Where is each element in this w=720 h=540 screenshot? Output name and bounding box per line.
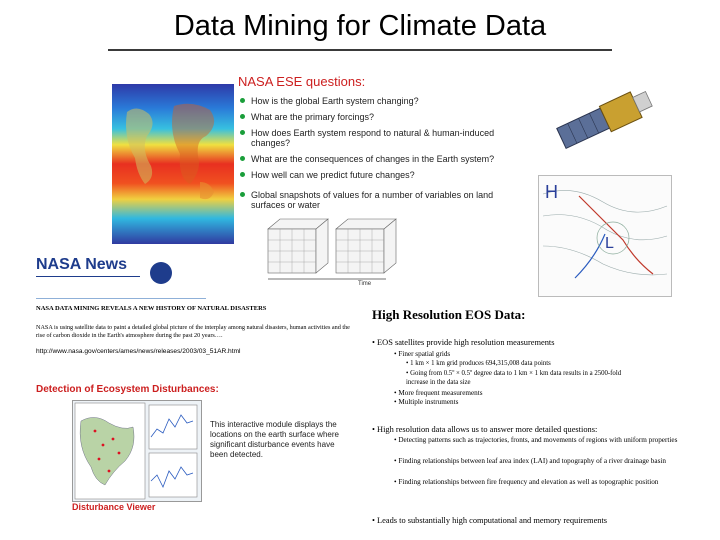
question-item: How does Earth system respond to natural & human-induced changes? bbox=[240, 128, 510, 148]
eos-subbullet: • Finding relationships between leaf area index (LAI) and topography of a river drainage basin bbox=[394, 457, 666, 465]
question-item: What are the primary forcings? bbox=[240, 112, 510, 122]
nasa-news-logo-text: NASA News bbox=[36, 256, 127, 273]
eos-bullet-text: Leads to substantially high computational and memory requirements bbox=[377, 516, 608, 525]
question-item: Global snapshots of values for a number of variables on land surfaces or water bbox=[240, 190, 510, 210]
eos-subbullet: • Detecting patterns such as trajectories, fronts, and movements of regions with uniform properties bbox=[394, 436, 678, 444]
question-item: What are the consequences of changes in the Earth system? bbox=[240, 154, 510, 164]
eos-bullet: • EOS satellites provide high resolution measurements bbox=[372, 338, 555, 347]
question-item: How well can we predict future changes? bbox=[240, 170, 510, 180]
eos-subbullet: • More frequent measurements bbox=[394, 389, 483, 397]
time-axis-label: Time bbox=[358, 281, 372, 285]
weather-front-map bbox=[538, 175, 672, 297]
eos-subbullet-text: Finding relationships between fire frequency and elevation as well as topographic position bbox=[398, 478, 659, 486]
eos-subsubbullet: • Going from 0.5º × 0.5º degree data to 1 km × 1 km data results in a 2500-fold increase in the data size bbox=[406, 370, 622, 386]
disturbance-viewer-link[interactable]: Disturbance Viewer bbox=[72, 502, 156, 512]
slide-title: Data Mining for Climate Data bbox=[173, 10, 547, 42]
eos-title: High Resolution EOS Data: bbox=[372, 307, 526, 322]
eos-bullet: • High resolution data allows us to answer more detailed questions: bbox=[372, 425, 598, 434]
questions-heading: NASA ESE questions: bbox=[238, 74, 366, 89]
satellite-image bbox=[548, 66, 666, 174]
eos-subbullet-text: More frequent measurements bbox=[398, 389, 483, 397]
eos-subbullet-text: Finer spatial grids bbox=[398, 350, 451, 358]
low-pressure-label: L bbox=[605, 235, 614, 252]
title-divider bbox=[108, 49, 612, 51]
high-pressure-label: H bbox=[545, 182, 558, 202]
news-divider bbox=[36, 298, 206, 299]
news-summary: NASA is using satellite data to paint a detailed global picture of the interplay among natural disasters, human activities and the rise of carbon dioxide in the Earth's atmosphere during the past 20 years…. bbox=[36, 324, 350, 339]
nasa-meatball-icon bbox=[150, 262, 172, 284]
eos-subbullet-text: Finding relationships between leaf area index (LAI) and topography of a river drainage basin bbox=[398, 457, 666, 465]
news-headline: NASA DATA MINING REVEALS A NEW HISTORY OF NATURAL DISASTERS bbox=[36, 305, 267, 312]
global-climate-map bbox=[112, 72, 234, 248]
eos-subbullet: • Multiple instruments bbox=[394, 398, 459, 406]
disturbance-heading: Detection of Ecosystem Disturbances: bbox=[36, 384, 219, 395]
eos-subsubbullet-text: 1 km × 1 km grid produces 694,315,008 data points bbox=[410, 360, 551, 367]
data-cube-diagram bbox=[258, 215, 398, 285]
eos-bullet-text: EOS satellites provide high resolution measurements bbox=[377, 338, 555, 347]
eos-subbullet: • Finding relationships between fire frequency and elevation as well as topographic position bbox=[394, 478, 659, 486]
disturbance-viewer-screenshot bbox=[72, 400, 202, 502]
disturbance-description: This interactive module displays the locations on the earth surface where significant disturbance events have been detected. bbox=[210, 420, 339, 459]
news-url-link[interactable]: http://www.nasa.gov/centers/ames/news/releases/2003/03_51AR.html bbox=[36, 348, 241, 355]
question-item: How is the global Earth system changing? bbox=[240, 96, 510, 106]
eos-subbullet-text: Detecting patterns such as trajectories, fronts, and movements of regions with uniform properties bbox=[398, 436, 678, 444]
eos-subsubbullet-text: Going from 0.5º × 0.5º degree data to 1 km × 1 km data results in a 2500-fold increase in the data size bbox=[406, 370, 622, 386]
eos-subsubbullet: • 1 km × 1 km grid produces 694,315,008 data points bbox=[406, 360, 551, 367]
eos-bullet-text: High resolution data allows us to answer more detailed questions: bbox=[377, 425, 598, 434]
eos-subbullet: • Finer spatial grids bbox=[394, 350, 451, 358]
questions-list bbox=[240, 96, 510, 210]
eos-subbullet-text: Multiple instruments bbox=[398, 398, 459, 406]
eos-bullet: • Leads to substantially high computational and memory requirements bbox=[372, 516, 608, 525]
